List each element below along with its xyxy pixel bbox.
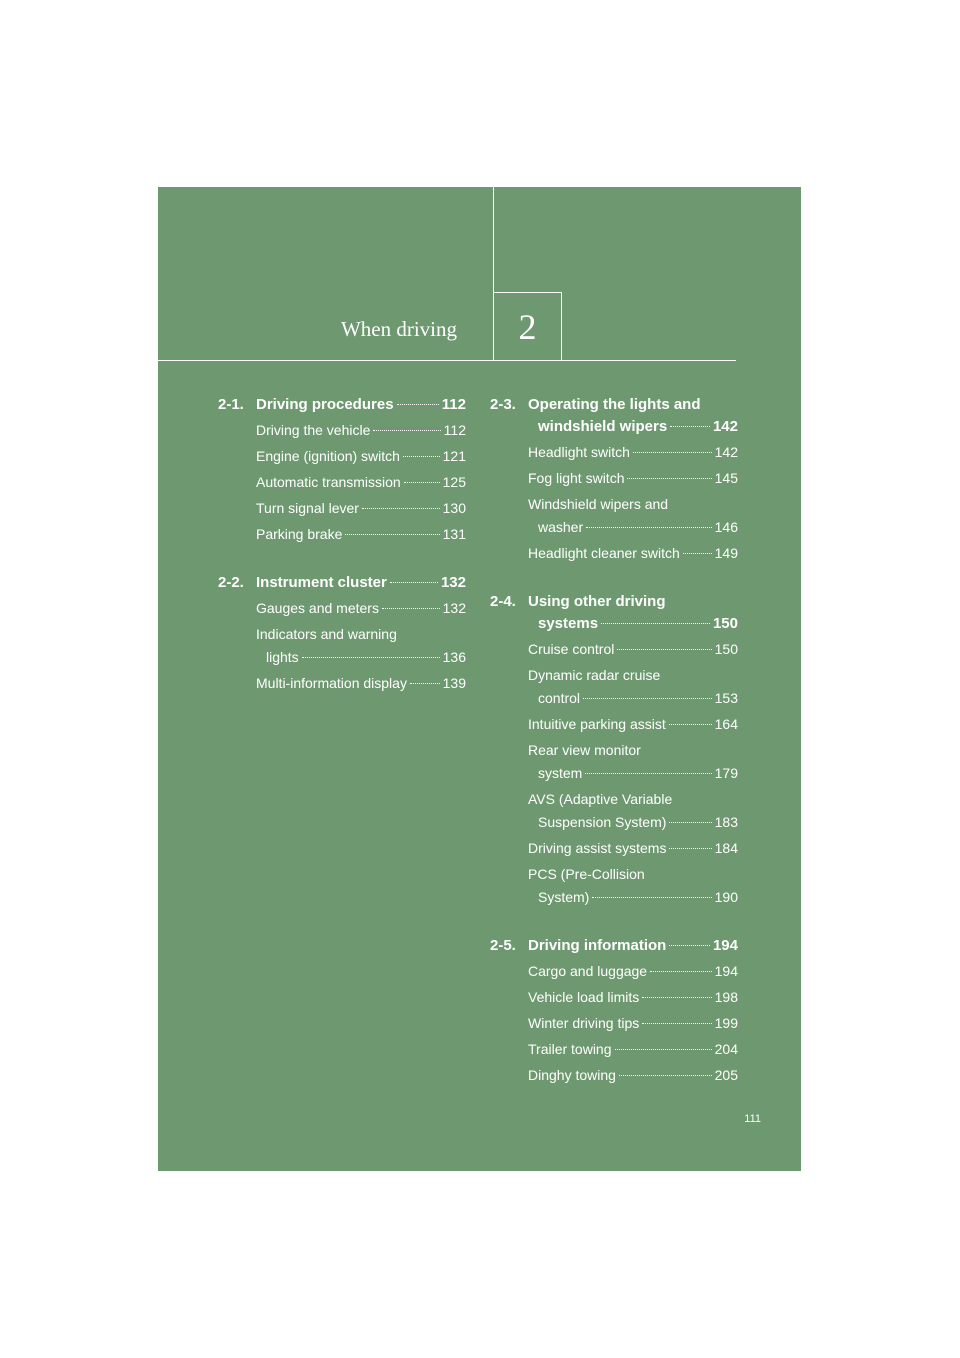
entry-page: 145 bbox=[714, 470, 738, 486]
entry-label: Trailer towing bbox=[528, 1041, 612, 1057]
dot-leader bbox=[410, 683, 440, 684]
dot-leader bbox=[585, 773, 711, 774]
entry-label: Windshield wipers and bbox=[528, 496, 669, 512]
section-title-line bbox=[528, 416, 738, 438]
section-number: 2-5. bbox=[490, 937, 516, 954]
toc-entry[interactable] bbox=[256, 471, 466, 494]
section-number: 2-3. bbox=[490, 396, 516, 413]
section-title-line bbox=[528, 935, 738, 957]
section-page: 194 bbox=[712, 937, 738, 954]
entry-label-cont: lights bbox=[266, 649, 299, 665]
chapter-number: 2 bbox=[493, 292, 562, 360]
toc-section[interactable] bbox=[218, 394, 466, 546]
entry-page: 132 bbox=[442, 600, 466, 616]
entry-label-cont: control bbox=[538, 690, 581, 706]
section-title-line bbox=[256, 394, 466, 416]
dot-leader bbox=[617, 649, 711, 650]
section-title-line bbox=[528, 613, 738, 635]
dot-leader bbox=[669, 945, 710, 946]
entry-label: Turn signal lever bbox=[256, 500, 359, 516]
entry-page: 125 bbox=[442, 474, 466, 490]
entry-page: 179 bbox=[714, 765, 738, 781]
entry-page: 153 bbox=[714, 690, 738, 706]
entry-page: 130 bbox=[442, 500, 466, 516]
entry-label: Cargo and luggage bbox=[528, 963, 648, 979]
entry-label: PCS (Pre-Collision bbox=[528, 866, 645, 882]
entry-label: Driving the vehicle bbox=[256, 422, 371, 438]
chapter-title: When driving bbox=[340, 317, 457, 341]
section-title: Instrument cluster bbox=[256, 574, 387, 591]
toc-entry[interactable] bbox=[528, 837, 738, 860]
dot-leader bbox=[403, 456, 440, 457]
entry-page: 146 bbox=[714, 519, 738, 535]
toc-entry[interactable] bbox=[528, 542, 738, 565]
entry-page: 198 bbox=[714, 989, 738, 1005]
dot-leader bbox=[669, 822, 711, 823]
section-page: 132 bbox=[440, 574, 466, 591]
section-title: Driving information bbox=[528, 937, 667, 954]
entry-page: 190 bbox=[714, 889, 738, 905]
entry-label: Fog light switch bbox=[528, 470, 625, 486]
toc-entry[interactable] bbox=[256, 497, 466, 520]
toc-entry[interactable] bbox=[256, 419, 466, 442]
dot-leader bbox=[390, 582, 438, 583]
toc-entry[interactable] bbox=[528, 467, 738, 490]
entry-page: 149 bbox=[714, 545, 738, 561]
entry-label: Automatic transmission bbox=[256, 474, 401, 490]
dot-leader bbox=[583, 698, 712, 699]
toc-entry[interactable] bbox=[256, 445, 466, 468]
section-title-line bbox=[256, 572, 466, 594]
entry-label-cont: System) bbox=[538, 889, 590, 905]
section-title: Using other driving bbox=[528, 593, 666, 610]
entry-label: AVS (Adaptive Variable bbox=[528, 791, 673, 807]
dot-leader bbox=[345, 534, 439, 535]
section-title: Driving procedures bbox=[256, 396, 394, 413]
dot-leader bbox=[586, 527, 712, 528]
entry-page: 194 bbox=[714, 963, 738, 979]
toc-entry[interactable] bbox=[256, 597, 466, 620]
toc-section[interactable] bbox=[490, 935, 738, 1087]
entry-page: 183 bbox=[714, 814, 738, 830]
entry-label-cont: washer bbox=[538, 519, 584, 535]
entry-label: Vehicle load limits bbox=[528, 989, 640, 1005]
dot-leader bbox=[397, 404, 439, 405]
entry-label: Cruise control bbox=[528, 641, 615, 657]
section-title-cont: systems bbox=[538, 615, 599, 632]
dot-leader bbox=[642, 997, 711, 998]
toc-entry[interactable] bbox=[528, 1012, 738, 1035]
entry-page: 204 bbox=[714, 1041, 738, 1057]
toc-entry[interactable] bbox=[256, 523, 466, 546]
dot-leader bbox=[627, 478, 711, 479]
entry-label-cont: Suspension System) bbox=[538, 814, 667, 830]
toc-entry[interactable] bbox=[528, 441, 738, 464]
dot-leader bbox=[615, 1049, 712, 1050]
entry-page: 150 bbox=[714, 641, 738, 657]
section-number: 2-2. bbox=[218, 574, 244, 591]
toc-entry[interactable] bbox=[528, 788, 738, 834]
toc-entry[interactable] bbox=[528, 1064, 738, 1087]
toc-entry[interactable] bbox=[528, 739, 738, 785]
entry-label: Rear view monitor bbox=[528, 742, 641, 758]
toc-right-column bbox=[490, 394, 738, 1113]
dot-leader bbox=[302, 657, 440, 658]
entry-label: Dinghy towing bbox=[528, 1067, 616, 1083]
section-page: 150 bbox=[712, 615, 738, 632]
section-page: 142 bbox=[712, 418, 738, 435]
toc-entry[interactable] bbox=[528, 664, 738, 710]
entry-page: 164 bbox=[714, 716, 738, 732]
entry-label: Headlight cleaner switch bbox=[528, 545, 680, 561]
entry-page: 184 bbox=[714, 840, 738, 856]
section-title-cont: windshield wipers bbox=[538, 418, 668, 435]
toc-section[interactable] bbox=[218, 572, 466, 695]
chapter-panel bbox=[158, 187, 801, 1171]
entry-page: 131 bbox=[442, 526, 466, 542]
section-number: 2-1. bbox=[218, 396, 244, 413]
entry-page: 112 bbox=[443, 422, 466, 438]
toc-entry[interactable] bbox=[528, 493, 738, 539]
toc-entry[interactable] bbox=[256, 672, 466, 695]
entry-label: Dynamic radar cruise bbox=[528, 667, 661, 683]
dot-leader bbox=[404, 482, 440, 483]
entry-label: Winter driving tips bbox=[528, 1015, 640, 1031]
toc-entry[interactable] bbox=[256, 623, 466, 669]
dot-leader bbox=[650, 971, 712, 972]
toc-entry[interactable] bbox=[528, 863, 738, 909]
dot-leader bbox=[669, 724, 712, 725]
entry-label: Gauges and meters bbox=[256, 600, 379, 616]
dot-leader bbox=[633, 452, 712, 453]
entry-label: Engine (ignition) switch bbox=[256, 448, 400, 464]
toc-section[interactable] bbox=[490, 591, 738, 909]
section-page: 112 bbox=[441, 396, 466, 413]
entry-page: 121 bbox=[442, 448, 466, 464]
dot-leader bbox=[362, 508, 440, 509]
divider-horizontal bbox=[158, 360, 736, 361]
entry-label: Driving assist systems bbox=[528, 840, 667, 856]
entry-page: 205 bbox=[714, 1067, 738, 1083]
dot-leader bbox=[373, 430, 440, 431]
entry-page: 136 bbox=[442, 649, 466, 665]
section-number: 2-4. bbox=[490, 593, 516, 610]
entry-label-cont: system bbox=[538, 765, 583, 781]
dot-leader bbox=[601, 623, 710, 624]
dot-leader bbox=[619, 1075, 712, 1076]
toc-entry[interactable] bbox=[528, 986, 738, 1009]
dot-leader bbox=[592, 897, 711, 898]
toc-entry[interactable] bbox=[528, 1038, 738, 1061]
entry-label: Indicators and warning bbox=[256, 626, 397, 642]
toc-entry[interactable] bbox=[528, 960, 738, 983]
toc-entry[interactable] bbox=[528, 638, 738, 661]
toc-section[interactable] bbox=[490, 394, 738, 565]
entry-label: Intuitive parking assist bbox=[528, 716, 666, 732]
toc-entry[interactable] bbox=[528, 713, 738, 736]
entry-page: 139 bbox=[442, 675, 466, 691]
toc-left-column bbox=[218, 394, 466, 721]
dot-leader bbox=[670, 426, 710, 427]
entry-page: 142 bbox=[714, 444, 738, 460]
entry-label: Parking brake bbox=[256, 526, 343, 542]
dot-leader bbox=[642, 1023, 711, 1024]
page-number: 111 bbox=[744, 1113, 761, 1125]
entry-label: Headlight switch bbox=[528, 444, 630, 460]
dot-leader bbox=[669, 848, 711, 849]
section-title: Operating the lights and bbox=[528, 396, 701, 413]
entry-page: 199 bbox=[714, 1015, 738, 1031]
dot-leader bbox=[382, 608, 440, 609]
dot-leader bbox=[683, 553, 712, 554]
entry-label: Multi-information display bbox=[256, 675, 407, 691]
